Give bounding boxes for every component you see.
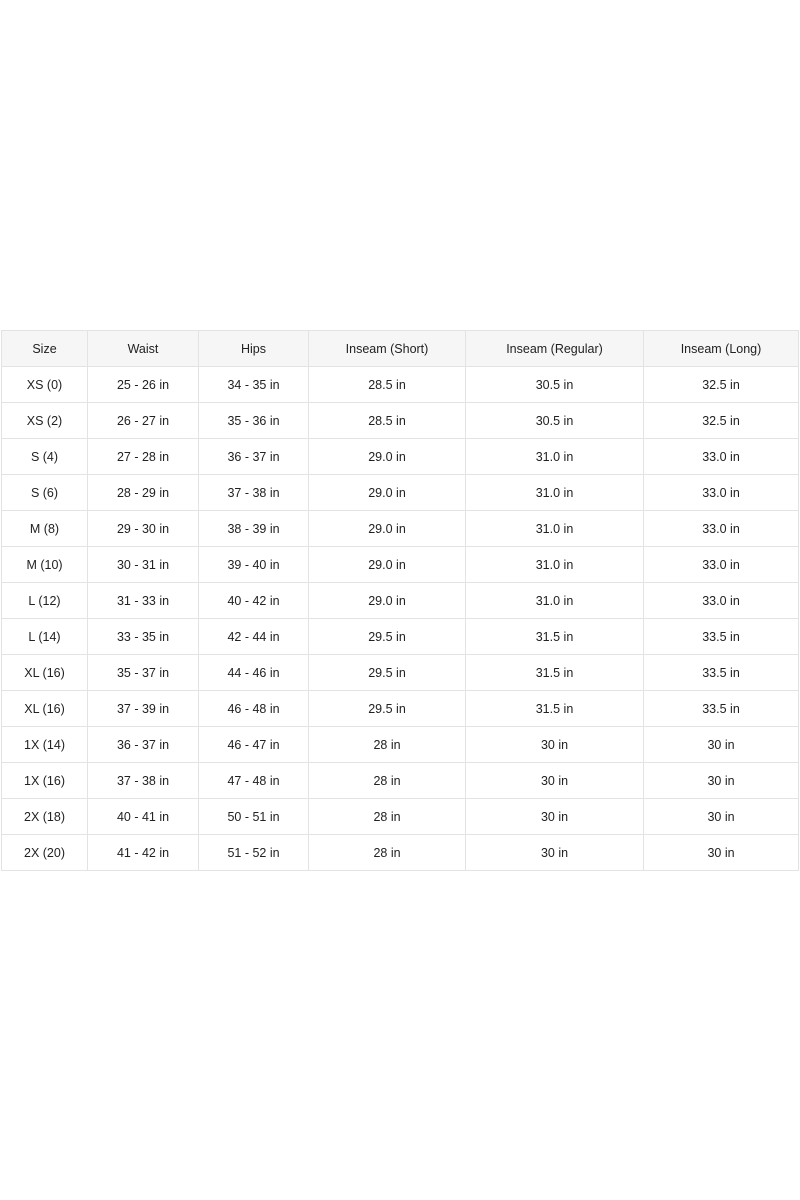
hips-cell: 51 - 52 in <box>199 835 309 871</box>
inseam-regular-cell: 30.5 in <box>466 367 644 403</box>
inseam-regular-cell: 30 in <box>466 835 644 871</box>
table-row <box>2 691 799 727</box>
header-size: Size <box>2 331 88 367</box>
inseam-long-cell: 33.5 in <box>644 619 799 655</box>
size-cell: XL (16) <box>2 691 88 727</box>
inseam-regular-cell: 31.0 in <box>466 439 644 475</box>
waist-cell: 36 - 37 in <box>88 727 199 763</box>
hips-cell: 46 - 47 in <box>199 727 309 763</box>
inseam-long-cell: 33.5 in <box>644 655 799 691</box>
inseam-regular-cell: 31.0 in <box>466 511 644 547</box>
inseam-short-cell: 28 in <box>309 799 466 835</box>
waist-cell: 37 - 39 in <box>88 691 199 727</box>
size-cell: XS (0) <box>2 367 88 403</box>
size-cell: M (10) <box>2 547 88 583</box>
size-chart-table <box>1 330 799 871</box>
size-cell: 2X (18) <box>2 799 88 835</box>
inseam-regular-cell: 31.5 in <box>466 655 644 691</box>
inseam-short-cell: 28 in <box>309 727 466 763</box>
table-row <box>2 655 799 691</box>
size-chart-body <box>2 367 799 871</box>
size-cell: M (8) <box>2 511 88 547</box>
waist-cell: 28 - 29 in <box>88 475 199 511</box>
hips-cell: 44 - 46 in <box>199 655 309 691</box>
inseam-long-cell: 30 in <box>644 835 799 871</box>
inseam-short-cell: 29.0 in <box>309 547 466 583</box>
inseam-regular-cell: 31.0 in <box>466 583 644 619</box>
table-row <box>2 763 799 799</box>
size-cell: XS (2) <box>2 403 88 439</box>
table-row <box>2 799 799 835</box>
waist-cell: 40 - 41 in <box>88 799 199 835</box>
header-hips: Hips <box>199 331 309 367</box>
hips-cell: 39 - 40 in <box>199 547 309 583</box>
inseam-regular-cell: 30.5 in <box>466 403 644 439</box>
inseam-regular-cell: 31.5 in <box>466 691 644 727</box>
inseam-long-cell: 33.5 in <box>644 691 799 727</box>
header-waist: Waist <box>88 331 199 367</box>
inseam-short-cell: 29.0 in <box>309 475 466 511</box>
table-row <box>2 727 799 763</box>
waist-cell: 29 - 30 in <box>88 511 199 547</box>
header-inseam-regular: Inseam (Regular) <box>466 331 644 367</box>
inseam-long-cell: 33.0 in <box>644 547 799 583</box>
waist-cell: 41 - 42 in <box>88 835 199 871</box>
table-row <box>2 403 799 439</box>
inseam-regular-cell: 30 in <box>466 763 644 799</box>
table-row <box>2 367 799 403</box>
inseam-short-cell: 28.5 in <box>309 403 466 439</box>
inseam-long-cell: 33.0 in <box>644 511 799 547</box>
inseam-long-cell: 30 in <box>644 799 799 835</box>
waist-cell: 33 - 35 in <box>88 619 199 655</box>
waist-cell: 37 - 38 in <box>88 763 199 799</box>
waist-cell: 25 - 26 in <box>88 367 199 403</box>
waist-cell: 26 - 27 in <box>88 403 199 439</box>
hips-cell: 47 - 48 in <box>199 763 309 799</box>
size-cell: L (14) <box>2 619 88 655</box>
inseam-regular-cell: 30 in <box>466 799 644 835</box>
table-row <box>2 619 799 655</box>
inseam-long-cell: 33.0 in <box>644 583 799 619</box>
waist-cell: 30 - 31 in <box>88 547 199 583</box>
inseam-short-cell: 29.0 in <box>309 439 466 475</box>
inseam-short-cell: 29.5 in <box>309 691 466 727</box>
inseam-short-cell: 29.0 in <box>309 583 466 619</box>
size-cell: 1X (14) <box>2 727 88 763</box>
header-row <box>2 331 799 367</box>
waist-cell: 27 - 28 in <box>88 439 199 475</box>
waist-cell: 31 - 33 in <box>88 583 199 619</box>
table-row <box>2 583 799 619</box>
table-row <box>2 511 799 547</box>
table-row <box>2 835 799 871</box>
inseam-long-cell: 33.0 in <box>644 475 799 511</box>
inseam-long-cell: 32.5 in <box>644 403 799 439</box>
inseam-long-cell: 32.5 in <box>644 367 799 403</box>
hips-cell: 42 - 44 in <box>199 619 309 655</box>
inseam-long-cell: 30 in <box>644 727 799 763</box>
inseam-short-cell: 28 in <box>309 835 466 871</box>
size-cell: XL (16) <box>2 655 88 691</box>
size-cell: S (6) <box>2 475 88 511</box>
waist-cell: 35 - 37 in <box>88 655 199 691</box>
inseam-regular-cell: 30 in <box>466 727 644 763</box>
inseam-regular-cell: 31.0 in <box>466 475 644 511</box>
inseam-regular-cell: 31.5 in <box>466 619 644 655</box>
table-row <box>2 439 799 475</box>
hips-cell: 35 - 36 in <box>199 403 309 439</box>
hips-cell: 37 - 38 in <box>199 475 309 511</box>
hips-cell: 50 - 51 in <box>199 799 309 835</box>
size-cell: 1X (16) <box>2 763 88 799</box>
inseam-short-cell: 28 in <box>309 763 466 799</box>
inseam-long-cell: 33.0 in <box>644 439 799 475</box>
hips-cell: 34 - 35 in <box>199 367 309 403</box>
hips-cell: 38 - 39 in <box>199 511 309 547</box>
inseam-short-cell: 29.5 in <box>309 619 466 655</box>
size-cell: S (4) <box>2 439 88 475</box>
table-row <box>2 475 799 511</box>
header-inseam-short: Inseam (Short) <box>309 331 466 367</box>
size-cell: L (12) <box>2 583 88 619</box>
inseam-short-cell: 28.5 in <box>309 367 466 403</box>
header-inseam-long: Inseam (Long) <box>644 331 799 367</box>
hips-cell: 36 - 37 in <box>199 439 309 475</box>
inseam-long-cell: 30 in <box>644 763 799 799</box>
size-chart-header <box>2 331 799 367</box>
inseam-short-cell: 29.5 in <box>309 655 466 691</box>
hips-cell: 40 - 42 in <box>199 583 309 619</box>
table-row <box>2 547 799 583</box>
inseam-short-cell: 29.0 in <box>309 511 466 547</box>
size-cell: 2X (20) <box>2 835 88 871</box>
inseam-regular-cell: 31.0 in <box>466 547 644 583</box>
hips-cell: 46 - 48 in <box>199 691 309 727</box>
